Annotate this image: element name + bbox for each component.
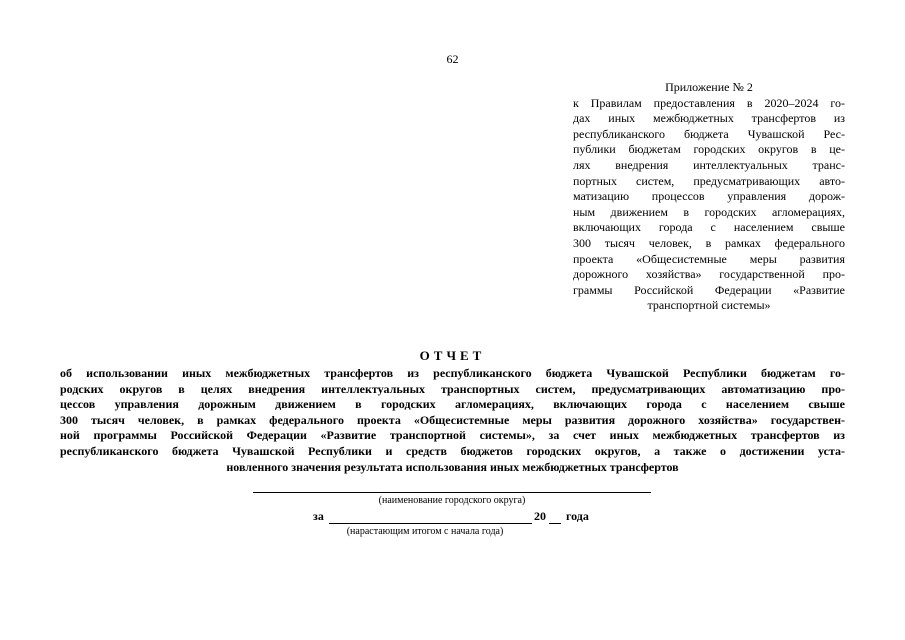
report-body-line: об использовании иных межбюджетных трансфертов из республиканского бюджета Чувашской Республики бюджетам го- bbox=[60, 366, 845, 380]
report-body-line: цессов управления дорожным движением в городских агломерациях, включающих города с населением свыше bbox=[60, 397, 845, 412]
appendix-line: включающих города с населением свыше bbox=[573, 220, 845, 235]
appendix-line: портных систем, предусматривающих авто- bbox=[573, 173, 845, 188]
period-prefix: за bbox=[313, 509, 324, 523]
appendix-line: проекта «Общесистемные меры развития bbox=[573, 251, 845, 266]
district-name-line bbox=[253, 492, 651, 493]
appendix-line: матизацию процессов управления дорож- bbox=[573, 189, 845, 204]
period-caption: (нарастающим итогом с начала года) bbox=[346, 526, 504, 537]
appendix-title: Приложение № 2 bbox=[665, 80, 753, 94]
report-title: ОТЧЕТ bbox=[419, 348, 486, 363]
appendix-line: республиканского бюджета Чувашской Рес- bbox=[573, 126, 845, 141]
period-line bbox=[329, 523, 532, 524]
report-body-line: 300 тысяч человек, в рамках федерального проекта «Общесистемные меры развития дорожного хозяйства» государствен- bbox=[60, 412, 845, 427]
district-name-caption: (наименование городского округа) bbox=[378, 495, 526, 506]
appendix-line: лях внедрения интеллектуальных транс- bbox=[573, 157, 845, 172]
appendix-line: дах иных межбюджетных трансфертов из bbox=[573, 111, 845, 126]
report-body-line: республиканского бюджета Чувашской Республики и средств бюджетов городских округов, а также о достижении уста- bbox=[60, 443, 845, 458]
year-line bbox=[549, 523, 561, 524]
appendix-line: публики бюджетам городских округов в це- bbox=[573, 142, 845, 157]
page-number: 62 bbox=[446, 52, 459, 66]
appendix-line: ным движением в городских агломерациях, bbox=[573, 204, 845, 219]
appendix-line: граммы Российской Федерации «Развитие bbox=[573, 282, 845, 297]
appendix-line: 300 тысяч человек, в рамках федерального bbox=[573, 235, 845, 250]
report-body bbox=[60, 366, 845, 475]
report-body-line: новленного значения результата использования иных межбюджетных трансфертов bbox=[226, 459, 679, 474]
appendix-line: транспортной системы» bbox=[647, 298, 771, 313]
appendix-line: к Правилам предоставления в 2020–2024 го- bbox=[573, 95, 845, 110]
report-body-line: ной программы Российской Федерации «Развитие транспортной системы», за счет иных межбюджетных трансфертов из bbox=[60, 428, 845, 443]
appendix-line: дорожного хозяйства» государственной про- bbox=[573, 267, 845, 282]
appendix-block bbox=[573, 80, 845, 314]
period-suffix: года bbox=[566, 509, 589, 523]
period-year: 20 bbox=[534, 509, 546, 523]
report-body-line: родских округов в целях внедрения интеллектуальных транспортных систем, предусматривающих автоматизацию про- bbox=[60, 381, 845, 396]
